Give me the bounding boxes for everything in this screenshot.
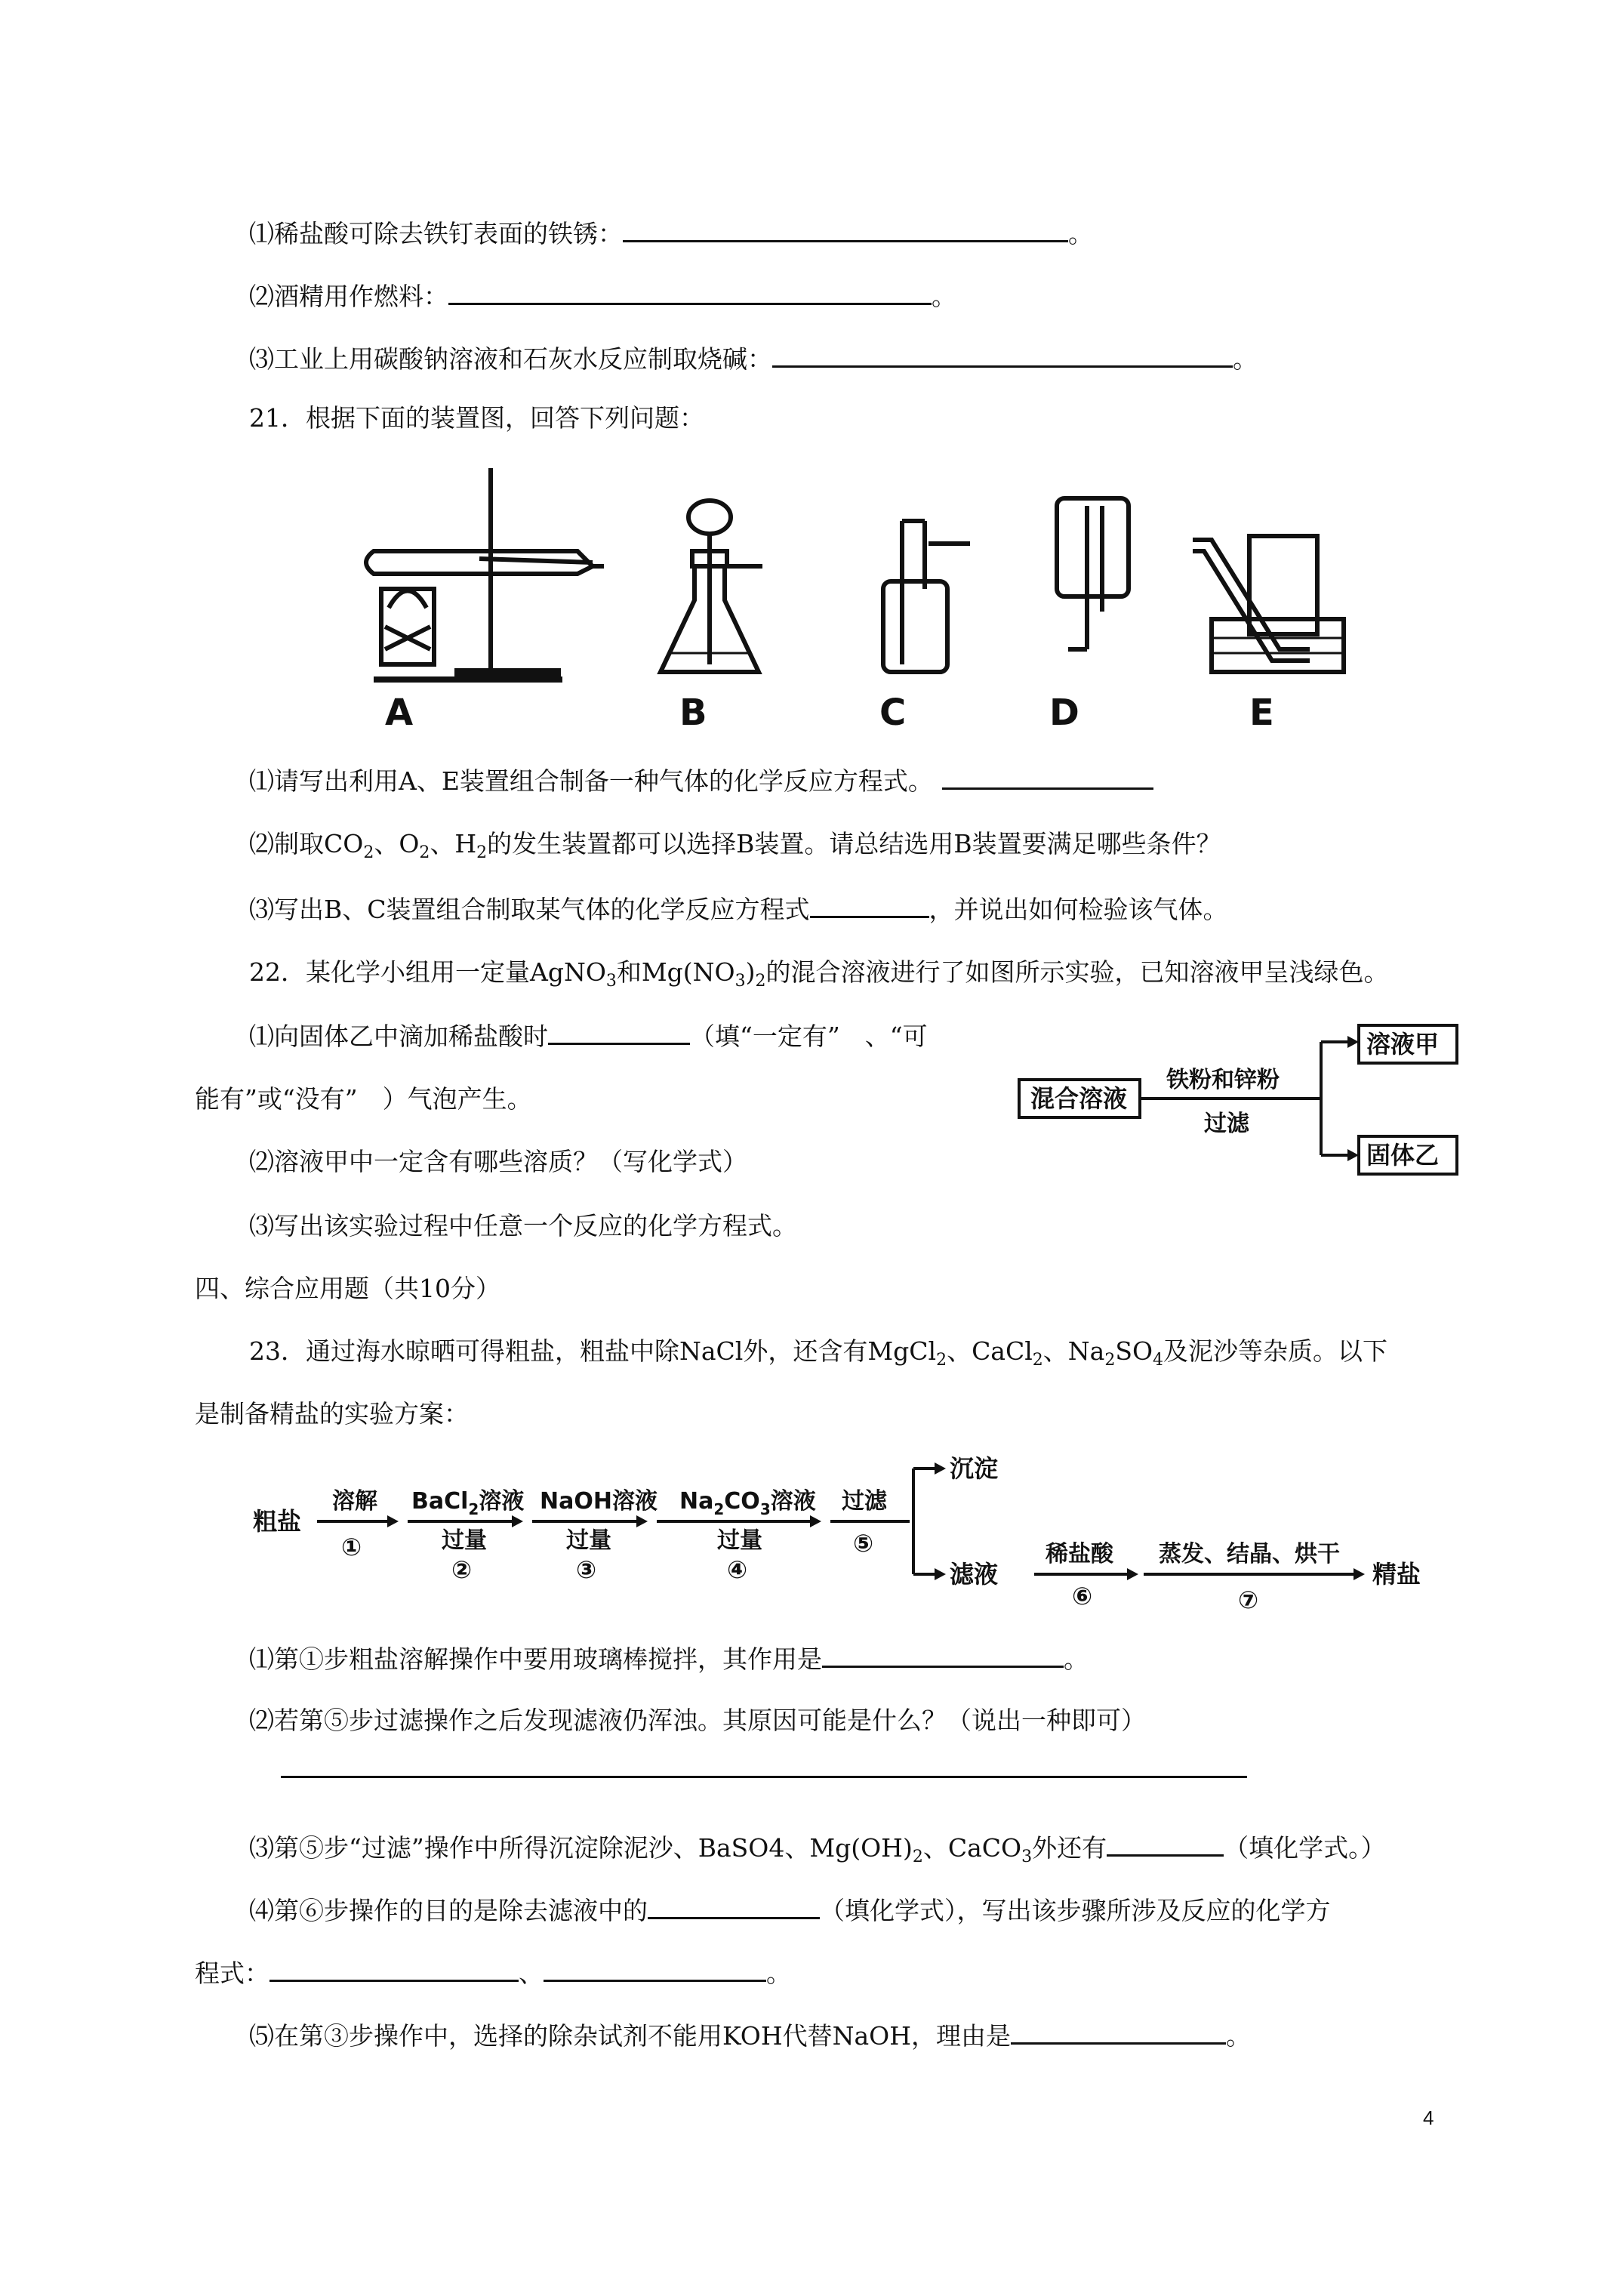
answer-blank[interactable]: [1107, 1830, 1224, 1857]
q23-part1: [249, 1641, 1089, 1676]
apparatus-d: [1057, 498, 1129, 649]
q22-flow-diagram: [1015, 1012, 1468, 1185]
flow-s5-top: 过滤: [842, 1488, 887, 1515]
apparatus-figure: [343, 461, 1363, 732]
q22-part1: [249, 1019, 928, 1053]
apparatus-e: [1193, 536, 1344, 672]
text-segment: 、CaCl: [947, 1336, 1033, 1366]
flow-s7-top: 蒸发、结晶、烘干: [1159, 1541, 1340, 1567]
flow-s4-mid: 过量: [717, 1527, 762, 1554]
flow-reagent: 铁粉和锌粉: [1166, 1067, 1280, 1093]
flow-s3-mid: 过量: [566, 1527, 611, 1554]
label-c: C: [879, 692, 907, 732]
flow-precip: 沉淀: [950, 1454, 999, 1483]
apparatus-a: [366, 468, 604, 680]
q21-title: 21．根据下面的装置图，回答下列问题：: [249, 403, 704, 433]
answer-blank[interactable]: [269, 1955, 519, 1982]
q20-part1-text: ⑴稀盐酸可除去铁钉表面的铁锈：: [249, 219, 623, 248]
q23-part5: [249, 2018, 1251, 2053]
text-segment: ⑷第⑥步操作的目的是除去滤液中的: [249, 1896, 648, 1925]
answer-blank[interactable]: [810, 892, 929, 918]
text-segment: 、Na: [1042, 1336, 1105, 1366]
flow-op: 过滤: [1204, 1111, 1249, 1137]
subscript: 2: [1032, 1351, 1043, 1370]
text-segment: ⑴向固体乙中滴加稀盐酸时: [249, 1022, 548, 1051]
answer-blank[interactable]: [448, 279, 932, 305]
q23-part3: [249, 1830, 1386, 1865]
text-segment: （填化学式），写出该步骤所涉及反应的化学方: [820, 1896, 1331, 1925]
answer-blank[interactable]: [648, 1893, 820, 1919]
text-segment: ⑶写出B、C装置组合制取某气体的化学反应方程式: [249, 895, 810, 924]
label-d: D: [1049, 692, 1079, 732]
flow-start: 粗盐: [253, 1507, 302, 1536]
text-segment: 、O: [374, 829, 420, 858]
q22-part2: ⑵溶液甲中一定含有哪些溶质？（写化学式）: [249, 1147, 747, 1176]
text-segment: ，并说出如何检验该气体。: [929, 895, 1228, 924]
text-segment: 、CaCO: [922, 1833, 1022, 1863]
period: 。: [1225, 2021, 1251, 2051]
q20-part3-text: ⑶工业上用碳酸钠溶液和石灰水反应制取烧碱：: [249, 344, 772, 374]
period: 。: [1068, 219, 1093, 248]
subscript: 2: [936, 1351, 947, 1370]
subscript: 2: [363, 843, 374, 862]
q23-part2: ⑵若第⑤步过滤操作之后发现滤液仍浑浊。其原因可能是什么？（说出一种即可）: [249, 1706, 1146, 1735]
period: 。: [1233, 344, 1258, 374]
apparatus-b: [661, 501, 762, 672]
subscript: 4: [1153, 1351, 1164, 1370]
flow-s7-bot: ⑦: [1238, 1586, 1259, 1614]
flow-s6-bot: ⑥: [1072, 1582, 1093, 1610]
answer-blank[interactable]: [544, 1955, 766, 1982]
page-number: 4: [1423, 2106, 1434, 2129]
text-segment: ⑸在第③步操作中，选择的除杂试剂不能用KOH代替NaOH，理由是: [249, 2021, 1011, 2051]
flow-s4-bot: ④: [727, 1555, 748, 1584]
answer-blank[interactable]: [548, 1019, 690, 1045]
flow-end: 精盐: [1372, 1560, 1421, 1589]
text-segment: 、H: [430, 829, 477, 858]
text-segment: 、: [519, 1959, 544, 1988]
answer-blank[interactable]: [1011, 2018, 1226, 2045]
subscript: 3: [605, 972, 617, 991]
flow-s2-top: BaCl$_2$溶液: [411, 1488, 525, 1518]
text-segment: ⑶第⑤步“过滤”操作中所得沉淀除泥沙、BaSO4、Mg(OH): [249, 1833, 913, 1863]
q23-flow-diagram: [249, 1450, 1472, 1616]
q21-part3: [249, 892, 1228, 926]
section-title: 四、综合应用题（共10分）: [195, 1274, 500, 1303]
q23-part4-cont: [195, 1955, 791, 1990]
answer-blank[interactable]: [623, 216, 1068, 242]
text-segment: （填化学式。）: [1224, 1833, 1386, 1863]
flow-s3-bot: ③: [576, 1555, 597, 1584]
answer-blank[interactable]: [942, 763, 1153, 790]
q20-part3: [249, 341, 1258, 376]
text-segment: 程式：: [195, 1959, 269, 1988]
flow-s5-bot: ⑤: [853, 1529, 874, 1558]
flow-s1-top: 溶解: [332, 1488, 377, 1515]
q21-part1-text: ⑴请写出利用A、E装置组合制备一种气体的化学反应方程式。: [249, 766, 933, 796]
q20-part2-text: ⑵酒精用作燃料：: [249, 282, 448, 311]
subscript: 3: [1021, 1848, 1033, 1866]
text-segment: 22．某化学小组用一定量AgNO: [249, 957, 606, 987]
subscript: 2: [1104, 1351, 1116, 1370]
subscript: 2: [419, 843, 430, 862]
q20-part1: [249, 216, 1093, 251]
subscript: 2: [755, 972, 766, 991]
text-segment: （填“一定有” 、“可: [690, 1022, 928, 1051]
answer-blank[interactable]: [772, 341, 1233, 368]
text-segment: 的发生装置都可以选择B装置。请总结选用B装置要满足哪些条件？: [487, 829, 1221, 858]
flow-s3-top: NaOH溶液: [540, 1488, 658, 1515]
text-segment: 外还有: [1032, 1833, 1107, 1863]
flow-filtrate: 滤液: [950, 1560, 999, 1589]
q22-title: [249, 956, 1388, 989]
text-segment: 的混合溶液进行了如图所示实验，已知溶液甲呈浅绿色。: [765, 957, 1389, 987]
answer-blank[interactable]: [822, 1641, 1064, 1668]
q23-intro-cont: 是制备精盐的实验方案：: [195, 1399, 469, 1428]
answer-line[interactable]: [281, 1776, 1247, 1778]
flow-s2-bot: ②: [451, 1555, 473, 1584]
flow-mix: 混合溶液: [1030, 1084, 1128, 1113]
flow-s1-bot: ①: [341, 1533, 362, 1561]
q21-part2: [249, 827, 1221, 861]
label-e: E: [1249, 692, 1274, 732]
flow-out1: 溶液甲: [1366, 1030, 1440, 1059]
text-segment: ⑴第①步粗盐溶解操作中要用玻璃棒搅拌，其作用是: [249, 1644, 822, 1674]
text-segment: ⑵制取CO: [249, 829, 364, 858]
period: 。: [932, 282, 956, 311]
q22-part3: ⑶写出该实验过程中任意一个反应的化学方程式。: [249, 1211, 797, 1240]
label-a: A: [385, 692, 414, 732]
period: 。: [766, 1959, 791, 1988]
flow-out2: 固体乙: [1366, 1141, 1440, 1170]
flow-s6-top: 稀盐酸: [1046, 1541, 1113, 1567]
q23-part4: [249, 1893, 1331, 1928]
q21-part1: [249, 763, 1153, 798]
text-segment: 23．通过海水晾晒可得粗盐，粗盐中除NaCl外，还含有MgCl: [249, 1336, 937, 1366]
text-segment: 和Mg(NO: [616, 957, 735, 987]
flow-s2-mid: 过量: [442, 1527, 487, 1554]
q20-part2: [249, 279, 956, 313]
flow-s4-top: $Na_2CO_3$溶液: [679, 1488, 816, 1518]
text-segment: SO: [1115, 1336, 1153, 1366]
period: 。: [1064, 1644, 1089, 1674]
q22-part1-cont: 能有”或“没有” ）气泡产生。: [195, 1084, 532, 1114]
text-segment: 及泥沙等杂质。以下: [1163, 1336, 1388, 1366]
apparatus-c: [883, 521, 970, 672]
text-segment: ): [745, 957, 756, 987]
subscript: 3: [735, 972, 746, 991]
q23-intro: [249, 1335, 1387, 1368]
subscript: 2: [476, 843, 488, 862]
label-b: B: [679, 692, 707, 732]
subscript: 2: [912, 1848, 923, 1866]
